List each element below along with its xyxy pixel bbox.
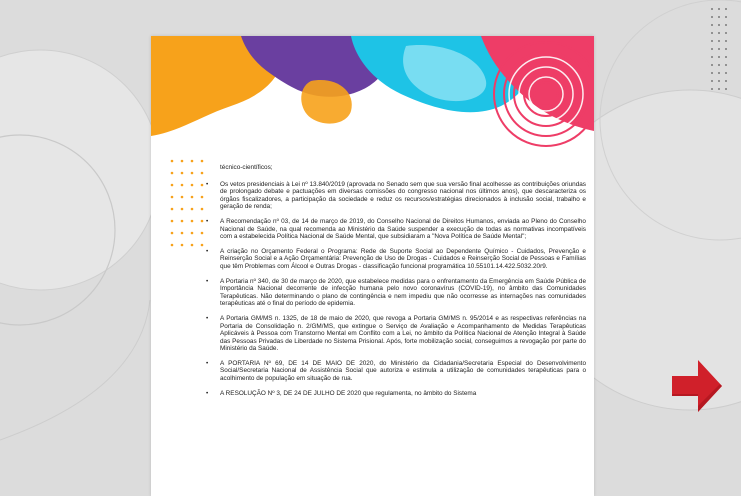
list-item-text: A PORTARIA Nº 69, DE 14 DE MAIO DE 2020, do Ministério da Cidadania/Secretaria Especial do Desenvolvimento Social/Secretaria Nacional de Assistência Social que autoriza e estimula a utilização de comunidades terapêuticas para o acolhimento de população em situação de rua.	[220, 359, 586, 383]
bullet-icon: •	[206, 247, 209, 255]
list-item-text: A Portaria nº 340, de 30 de março de 2020, que estabelece medidas para o enfrentamento da Emergência em Saúde Pública de Importância Nacional decorrente de infecção humana pelo novo coronavírus (COVID-19), no âmbito das Comunidades Terapêuticas. Não determinando o plano de contingência e nem impediu que não ocorresse as internações nas comunidades terapêuticas até o final do período de epidemia.	[220, 277, 586, 308]
list-item	[206, 315, 586, 353]
list-item-text: A RESOLUÇÃO Nº 3, DE 24 DE JULHO DE 2020 que regulamenta, no âmbito do Sistema	[220, 389, 477, 397]
bullet-icon: •	[206, 389, 209, 397]
colorful-header-graphic	[151, 36, 594, 156]
list-item-text: A Recomendação nº 03, de 14 de março de 2019, do Conselho Nacional de Direitos Humanos, enviada ao Pleno do Conselho Nacional de Saúde, na qual recomenda ao Ministério da Saúde suspender a execução de todas as normativas incompatíveis com a estabelecida Política Nacional de Saúde Mental, que subsidiaram a "Nova Política de Saúde Mental";	[220, 217, 586, 241]
list-item	[206, 181, 586, 211]
list-item	[206, 218, 586, 241]
next-arrow-icon[interactable]	[672, 360, 722, 412]
list-item	[206, 248, 586, 271]
dot-grid-decoration	[709, 6, 733, 96]
bullet-icon: •	[206, 277, 209, 285]
bullet-icon: •	[206, 180, 209, 188]
orange-dot-grid	[169, 158, 209, 258]
bullet-icon: •	[206, 314, 209, 322]
bullet-icon: •	[206, 217, 209, 225]
list-item-text: Os vetos presidenciais à Lei nº 13.840/2019 (aprovada no Senado sem que sua versão final acolhesse as contribuições oriundas de prolongado debate e pactuações em diversas comissões do congresso nacional nos últimos anos), que descaracteriza os órgãos fiscalizadores, a participação da sociedade e reduz os recursos/estratégias direcionados à inclusão social, trabalho e geração de renda;	[220, 180, 586, 211]
intro-line: técnico-científicos;	[220, 164, 273, 171]
list-item-text: A criação no Orçamento Federal o Programa: Rede de Suporte Social ao Dependente Químico - Cuidados, Prevenção e Reinserção Social e a Ação Orçamentária: Prevenção de Uso de Drogas - Cuidados e Reinserção Social de Pessoas e Famílias que têm Problemas com Álcool e Outras Drogas - classificação funcional programática 10.55101.14.422.5032.20r9.	[220, 247, 586, 270]
document-page	[151, 36, 594, 496]
list-item	[206, 390, 586, 398]
list-item	[206, 278, 586, 308]
list-item	[206, 360, 586, 383]
document-body	[206, 164, 586, 404]
list-item-text: A Portaria GM/MS n. 1325, de 18 de maio de 2020, que revoga a Portaria GM/MS n. 95/2014 e as respectivas referências na Portaria de Consolidação n. 2/GM/MS, que extingue o Serviço de Avaliação e Acompanhamento de Medidas Terapêuticas Aplicáveis à Pessoa com Transtorno Mental em Conflito com a Lei, no âmbito da Política Nacional de Atenção Integral à Saúde das Pessoas Privadas de Liberdade no Sistema Prisional. Após, forte mobilização social, conseguimos a revogação por parte do Ministério da Saúde.	[220, 314, 586, 353]
bullet-icon: •	[206, 359, 209, 367]
